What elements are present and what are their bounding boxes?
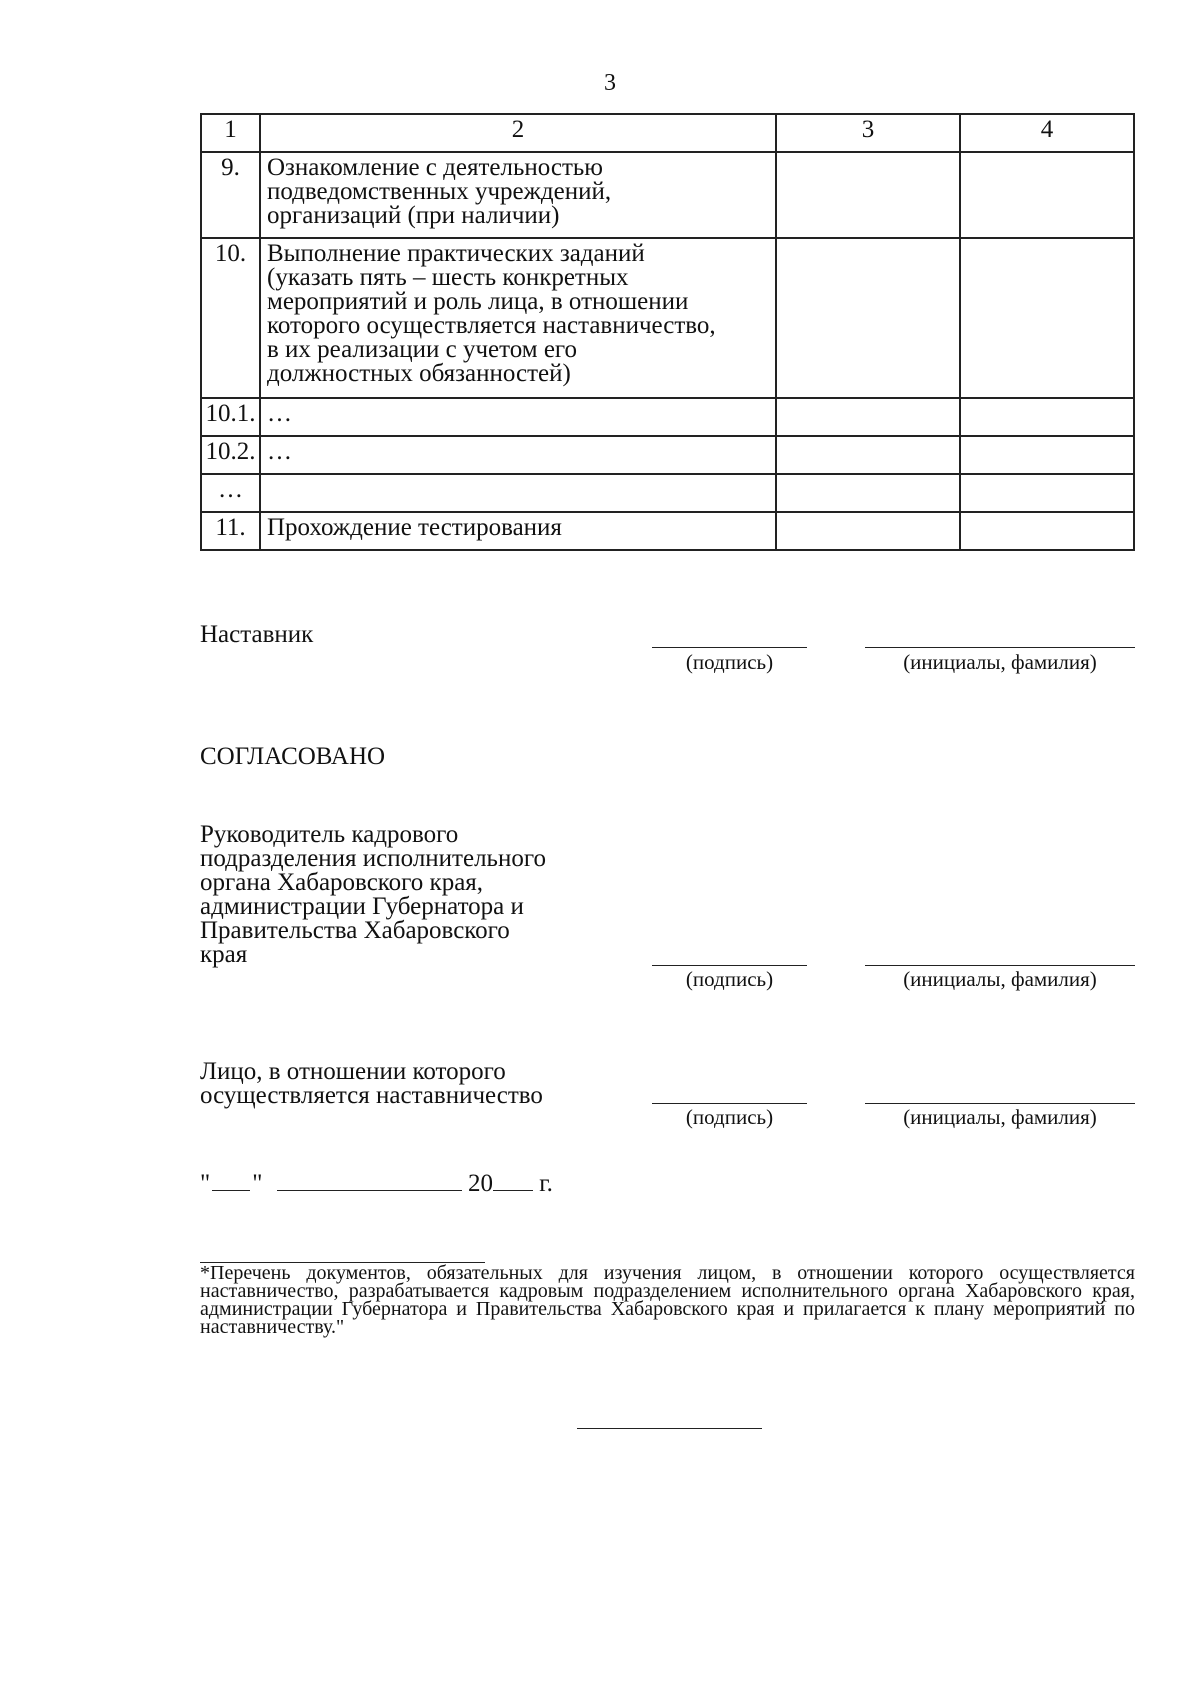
end-rule <box>577 1428 762 1429</box>
row-col4 <box>960 512 1134 550</box>
date-line <box>200 1170 553 1198</box>
mentee-name-line <box>865 1103 1135 1104</box>
hr-head-name-line <box>865 965 1135 966</box>
mentor-name-caption: (инициалы, фамилия) <box>903 650 1097 674</box>
row-col3 <box>776 238 960 398</box>
row-col4 <box>960 398 1134 436</box>
plan-table <box>200 113 1135 551</box>
year-suffix: г. <box>539 1170 553 1197</box>
row-text <box>260 474 776 512</box>
date-open-quote: " <box>200 1170 211 1197</box>
mentee-name-caption: (инициалы, фамилия) <box>903 1105 1097 1129</box>
month-blank <box>277 1190 462 1191</box>
header-cell: 3 <box>776 114 960 152</box>
row-col3 <box>776 512 960 550</box>
table-row <box>201 398 1134 436</box>
table-row <box>201 474 1134 512</box>
approved-heading: СОГЛАСОВАНО <box>200 743 386 770</box>
row-number: 9. <box>201 152 260 238</box>
hr-head-label: Руководитель кадрового подразделения исполнительного органа Хабаровского края, администрации Губернатора и Правительства Хабаровского края <box>200 821 546 968</box>
year-prefix: 20 <box>467 1170 493 1197</box>
row-text: Выполнение практических заданий (указать пять – шесть конкретных мероприятий и роль лица, в отношении которого осуществляется наставничество, в их реализации с учетом его должностных обязанностей) <box>260 238 776 398</box>
mentor-signature-line <box>652 647 807 648</box>
mentor-signature-caption: (подпись) <box>685 650 774 674</box>
table-header-row <box>201 114 1134 152</box>
header-cell: 2 <box>260 114 776 152</box>
row-col4 <box>960 152 1134 238</box>
row-number: 10. <box>201 238 260 398</box>
hr-head-signature-line <box>652 965 807 966</box>
row-col4 <box>960 474 1134 512</box>
mentee-label: Лицо, в отношении которого осуществляется наставничество <box>200 1058 543 1109</box>
row-text: … <box>260 398 776 436</box>
mentee-signature-line <box>652 1103 807 1104</box>
row-col4 <box>960 436 1134 474</box>
row-text: Прохождение тестирования <box>260 512 776 550</box>
row-col3 <box>776 474 960 512</box>
row-number: 10.2. <box>201 436 260 474</box>
mentor-label: Наставник <box>200 621 314 648</box>
year-blank <box>493 1190 533 1191</box>
mentee-signature-caption: (подпись) <box>685 1105 774 1129</box>
row-number: 11. <box>201 512 260 550</box>
row-col4 <box>960 238 1134 398</box>
row-col3 <box>776 436 960 474</box>
hr-head-name-caption: (инициалы, фамилия) <box>903 967 1097 991</box>
row-text: Ознакомление с деятельностью подведомственных учреждений, организаций (при наличии) <box>260 152 776 238</box>
hr-head-signature-caption: (подпись) <box>685 967 774 991</box>
table-row <box>201 512 1134 550</box>
row-number: … <box>201 474 260 512</box>
date-close-quote: " <box>252 1170 263 1197</box>
page-number: 3 <box>604 70 616 96</box>
row-col3 <box>776 152 960 238</box>
row-text: … <box>260 436 776 474</box>
footnote: *Перечень документов, обязательных для изучения лицом, в отношении которого осуществляется наставничество, разрабатывается кадровым подразделением исполнительного органа Хабаровского края, администрации Губернатора и Правительства Хабаровского края и прилагается к плану мероприятий по наставничеству." <box>200 1262 1135 1338</box>
header-cell: 4 <box>960 114 1134 152</box>
row-number: 10.1. <box>201 398 260 436</box>
row-col3 <box>776 398 960 436</box>
table-row <box>201 152 1134 238</box>
table-row <box>201 238 1134 398</box>
table-row <box>201 436 1134 474</box>
mentor-name-line <box>865 647 1135 648</box>
day-blank <box>212 1190 250 1191</box>
header-cell: 1 <box>201 114 260 152</box>
